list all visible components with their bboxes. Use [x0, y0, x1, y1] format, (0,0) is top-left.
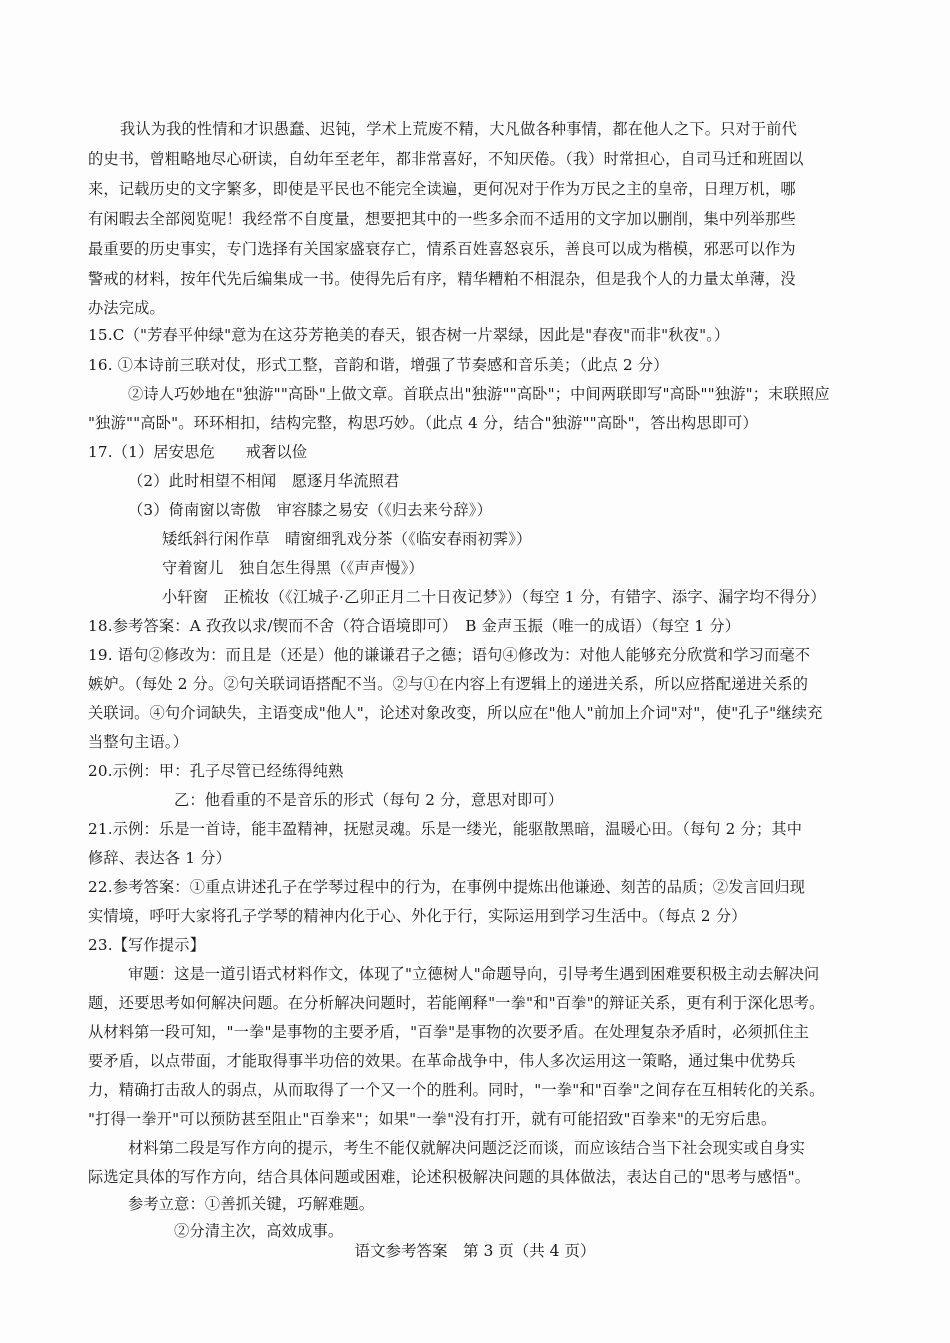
answer-19-line-4: 当整句主语。） — [88, 733, 189, 751]
answer-20-yi: 乙：他看重的不是音乐的形式（每句 2 分，意思对即可） — [174, 791, 564, 809]
translation-line-4: 有闲暇去全部阅览呢！我经常不自度量，想要把其中的一些多余而不适用的文字加以删削，集中列举那些 — [88, 210, 796, 228]
writing-guide-line-4: 要矛盾，以点带面，才能取得事半功倍的效果。在革命战争中，伟人多次运用这一策略，通过集中优势兵 — [88, 1052, 796, 1070]
answer-19-line-1: 19. 语句②修改为：而且是（还是）他的谦谦君子之德；语句④修改为：对他人能够充分欣赏和学习而毫不 — [88, 646, 811, 664]
translation-line-6: 警戒的材料，按年代先后编集成一书。使得先后有序，精华糟粕不相混杂，但是我个人的力量太单薄，没 — [88, 270, 796, 288]
translation-line-1: 我认为我的性情和才识愚蠢、迟钝，学术上荒废不精，大凡做各种事情，都在他人之下。只对于前代 — [120, 120, 798, 138]
answer-21-line-1: 21.示例：乐是一首诗，能丰盈精神，抚慰灵魂。乐是一缕光，能驱散黑暗，温暖心田。（每句 2 分；其中 — [88, 820, 803, 838]
page-footer: 语文参考答案 第 3 页（共 4 页） — [354, 1242, 596, 1260]
answer-22-line-2: 实情境，呼吁大家将孔子学琴的精神内化于心、外化于行，实际运用到学习生活中。（每点 2 分） — [88, 907, 747, 925]
answer-17-3-b: 矮纸斜行闲作草 晴窗细乳戏分茶（《临安春雨初霁》） — [162, 530, 532, 548]
answer-19-line-3: 关联词。④句介词缺失，主语变成"他人"，论述对象改变，所以应在"他人"前加上介词"对"，使"孔子"继续充 — [88, 704, 823, 722]
reference-theme-1: 参考立意：①善抓关键，巧解难题。 — [128, 1195, 375, 1213]
reference-theme-2: ②分清主次，高效成事。 — [174, 1222, 344, 1240]
answer-22-line-1: 22.参考答案：①重点讲述孔子在学琴过程中的行为，在事例中提炼出他谦逊、刻苦的品质；②发言回归现 — [88, 878, 806, 896]
answer-20-jia: 20.示例：甲：孔子尽管已经练得纯熟 — [88, 762, 344, 780]
writing-guide-line-5: 力，精确打击敌人的弱点，从而取得了一个又一个的胜利。同时，"一拳"和"百拳"之间存在互相转化的关系。 — [88, 1081, 825, 1099]
writing-guide-line-1: 审题：这是一道引语式材料作文，体现了"立德树人"命题导向，引导考生遇到困难要积极主动去解决问 — [128, 965, 820, 983]
answer-18: 18.参考答案：A 孜孜以求/锲而不舍（符合语境即可） B 金声玉振（唯一的成语）（每空 1 分） — [88, 617, 741, 635]
answer-15: 15.C（"芳春平仲绿"意为在这芬芳艳美的春天，银杏树一片翠绿，因此是"春夜"而非"秋夜"。） — [88, 326, 730, 344]
writing-guide-line-3: 从材料第一段可知，"一拳"是事物的主要矛盾，"百拳"是事物的次要矛盾。在处理复杂矛盾时，必须抓住主 — [88, 1023, 810, 1041]
answer-17-1: 17.（1）居安思危 戒奢以俭 — [88, 443, 308, 461]
writing-guide-line-6: "打得一拳开"可以预防甚至阻止"百拳来"；如果"一拳"没有打开，就有可能招致"百拳来"的无穷后患。 — [88, 1110, 777, 1128]
answer-17-3-d: 小轩窗 正梳妆（《江城子·乙卯正月二十日夜记梦》）（每空 1 分，有错字、添字、漏字均不得分） — [162, 588, 826, 606]
answer-17-3-c: 守着窗儿 独自怎生得黑（《声声慢》） — [162, 559, 424, 577]
answer-16-point-2: ②诗人巧妙地在"独游""高卧"上做文章。首联点出"独游""高卧"；中间两联即写"高卧""独游"；末联照应 — [128, 385, 830, 403]
answer-19-line-2: 嫉妒。（每处 2 分。②句关联词语搭配不当。②与①在内容上有逻辑上的递进关系，所以应搭配递进关系的 — [88, 675, 809, 693]
answer-21-line-2: 修辞、表达各 1 分） — [88, 849, 232, 867]
answer-17-2: （2）此时相望不相闻 愿逐月华流照君 — [128, 472, 400, 490]
answer-16-point-2-cont: "独游""高卧"。环环相扣，结构完整，构思巧妙。（此点 4 分，结合"独游""高卧"，答出构思即可） — [88, 414, 758, 432]
answer-17-3: （3）倚南窗以寄傲 审容膝之易安（《归去来兮辞》） — [128, 501, 492, 519]
answer-23-heading: 23.【写作提示】 — [88, 936, 206, 954]
writing-guide-line-8: 际选定具体的写作方向，结合具体问题或困难，论述积极解决问题的具体做法，表达自己的"思考与感悟"。 — [88, 1168, 811, 1186]
answer-16-point-1: 16. ①本诗前三联对仗，形式工整，音韵和谐，增强了节奏感和音乐美；（此点 2 分） — [88, 356, 669, 374]
writing-guide-line-2: 题，还要思考如何解决问题。在分析解决问题时，若能阐释"一拳"和"百拳"的辩证关系，更有利于深化思考。 — [88, 994, 825, 1012]
translation-line-7: 办法完成。 — [88, 299, 165, 317]
translation-line-5: 最重要的历史事实，专门选择有关国家盛衰存亡，情系百姓喜怒哀乐，善良可以成为楷模，邪恶可以作为 — [88, 240, 796, 258]
translation-line-3: 来，记载历史的文字繁多，即使是平民也不能完全读遍，更何况对于作为万民之主的皇帝，日理万机，哪 — [88, 180, 796, 198]
translation-line-2: 的史书，曾粗略地尽心研读，自幼年至老年，都非常喜好，不知厌倦。（我）时常担心，自司马迁和班固以 — [88, 150, 804, 168]
writing-guide-line-7: 材料第二段是写作方向的提示，考生不能仅就解决问题泛泛而谈，而应该结合当下社会现实或自身实 — [128, 1139, 806, 1157]
